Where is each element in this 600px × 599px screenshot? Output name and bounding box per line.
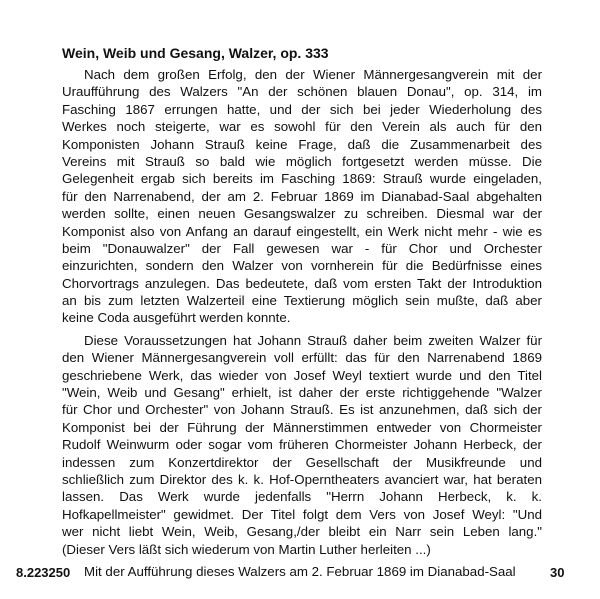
text-line: an bis zum letzten Walzerteil eine Textierung möglich sein mußte, daß aber bbox=[62, 293, 542, 309]
page-number: 30 bbox=[550, 565, 565, 580]
text-line: für den Narrenabend, der am 2. Februar 1869 im Dianabad-Saal abgehalten bbox=[62, 188, 542, 204]
text-line: Vereins mit Strauß so bald wie möglich fortgesetzt werden müsse. Die bbox=[62, 153, 542, 169]
text-line: Gelegenheit ergab sich bereits im Fasching 1869: Strauß wurde eingeladen, bbox=[62, 171, 542, 187]
text-line: den Wiener Männergesangverein voll erfüllt: das für den Narrenabend 1869 bbox=[62, 350, 542, 366]
text-line: keine Coda ausgeführt werden konnte. bbox=[62, 310, 291, 326]
section-title: Wein, Weib und Gesang, Walzer, op. 333 bbox=[62, 45, 329, 61]
text-line: wer nicht liebt Wein, Weib, Gesang,/der bleibt ein Narr sein Leben lang." bbox=[62, 524, 542, 540]
paragraph-1 bbox=[62, 66, 542, 327]
paragraph-3 bbox=[62, 563, 542, 580]
body-text bbox=[62, 66, 542, 580]
text-line: indessen zum Konzertdirektor der Gesellschaft der Musikfreunde und bbox=[62, 454, 542, 470]
text-line: Komponisten Johann Strauß keine Frage, daß die Zusammenarbeit des bbox=[62, 136, 542, 152]
text-line: Mit der Aufführung dieses Walzers am 2. Februar 1869 im Dianabad-Saal bbox=[84, 563, 516, 579]
text-line: Komponist also von Anfang an darauf eingestellt, ein Werk nicht mehr - wie es bbox=[62, 223, 542, 239]
text-line: werden sollte, einen neuen Gesangswalzer zu schreiben. Diesmal war der bbox=[62, 206, 542, 222]
text-line: Werkes noch steigerte, war es sowohl für den Verein als auch für den bbox=[62, 119, 542, 135]
text-line: Nach dem großen Erfolg, den der Wiener Männergesangverein mit der bbox=[84, 67, 542, 82]
text-line: Hofkapellmeister" gewidmet. Der Titel folgt dem Vers von Josef Weyl: "Und bbox=[62, 506, 542, 522]
text-line: lassen. Das Werk wurde jedenfalls "Herrn Johann Herbeck, k. k. bbox=[62, 489, 542, 505]
text-line: einzurichten, sondern den Walzer von vornherein für die Bedürfnisse eines bbox=[62, 258, 542, 274]
text-line: (Dieser Vers läßt sich wiederum von Martin Luther herleiten ...) bbox=[62, 541, 431, 557]
text-line: Rudolf Weinwurm oder sogar vom früheren Chormeister Johann Herbeck, der bbox=[62, 437, 542, 453]
text-line: Fasching 1867 errungen hatte, und der sich bei jeder Wiederholung des bbox=[62, 101, 542, 117]
text-line: für Chor und Orchester" von Johann Strauß. Es ist anzunehmen, daß sich der bbox=[62, 402, 542, 418]
catalog-number: 8.223250 bbox=[16, 565, 71, 580]
text-line: Diese Voraussetzungen hat Johann Strauß daher beim zweiten Walzer für bbox=[84, 332, 542, 348]
text-line: Uraufführung des Walzers "An der schönen blauen Donau", op. 314, im bbox=[62, 84, 542, 100]
text-line: Komponist bei der Führung der Männerstimmen entweder von Chormeister bbox=[62, 419, 542, 435]
text-line: beim "Donauwalzer" der Fall gewesen war - für Chor und Orchester bbox=[62, 240, 542, 256]
text-line: Chorvortrags anzulegen. Das bedeutete, daß vom ersten Takt der Introduktion bbox=[62, 275, 542, 291]
text-line: schließlich zum Direktor des k. k. Hof-Operntheaters avanciert war, hat beraten bbox=[62, 471, 542, 487]
text-line: geschriebene Werk, das wieder von Josef Weyl textiert wurde und den Titel bbox=[62, 367, 542, 383]
text-line: "Wein, Weib und Gesang" erhielt, ist daher der erste richtiggehende "Walzer bbox=[62, 385, 542, 401]
paragraph-2 bbox=[62, 332, 542, 558]
